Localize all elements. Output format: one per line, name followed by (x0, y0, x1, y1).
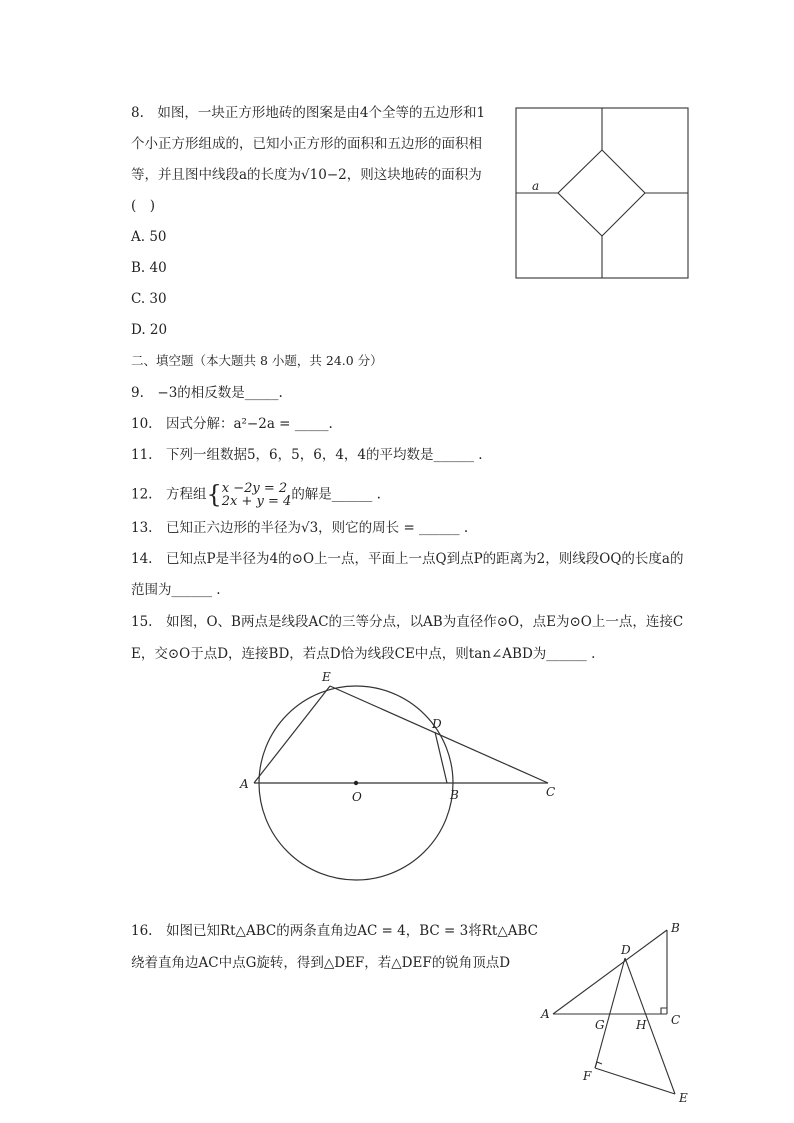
q14-line2: 范围为______ . (131, 582, 221, 598)
q12-prefix: 12. 方程组 (131, 486, 207, 503)
q8-line4: ( ) (131, 198, 156, 214)
q16-label-a: A (541, 1007, 550, 1021)
q15-label-a: A (240, 777, 249, 791)
q15-line2: E，交⊙O于点D，连接BD，若点D恰为线段CE中点，则tan∠ABD为______ . (131, 646, 596, 662)
q15-label-c: C (546, 785, 556, 799)
q15-circle-figure (230, 668, 570, 912)
q8-line3: 等，并且图中线段a的长度为√10−2，则这块地砖的面积为 (131, 167, 482, 183)
q10: 10. 因式分解：a²−2a = _____. (131, 416, 333, 432)
q15-line1: 15. 如图，O、B两点是线段AC的三等分点，以AB为直径作⊙O，点E为⊙O上一点，连接C (131, 614, 684, 630)
q8-segment-a-label: a (532, 179, 540, 193)
q12-brace: { (206, 480, 222, 509)
q14-line1: 14. 已知点P是半径为4的⊙O上一点，平面上一点Q到点P的距离为2，则线段OQ的长度a的 (131, 551, 684, 567)
q16-line2: 绕着直角边AC中点G旋转，得到△DEF，若△DEF的锐角顶点D (131, 955, 511, 971)
section-heading: 二、填空题（本大题共 8 小题，共 24.0 分） (131, 353, 383, 368)
q8-option-b: B. 40 (131, 260, 167, 276)
q15-label-d: D (432, 717, 442, 731)
q15-label-b: B (450, 788, 459, 802)
q8-line2: 个小正方形组成的，已知小正方形的面积和五边形的面积相 (131, 136, 482, 152)
q16-label-b: B (671, 921, 680, 935)
q16-label-f: F (583, 1069, 592, 1083)
q15-label-o: O (352, 790, 362, 804)
q16-label-g: G (595, 1018, 605, 1032)
q15-label-e: E (322, 670, 331, 684)
q16-label-e: E (679, 1091, 688, 1105)
q16-label-d: D (621, 943, 631, 957)
q8-option-d: D. 20 (131, 322, 168, 338)
q16-line1: 16. 如图已知Rt△ABC的两条直角边AC = 4，BC = 3将Rt△ABC (131, 923, 538, 939)
q8-tile-figure (514, 106, 692, 286)
q8-option-a: A. 50 (131, 229, 167, 245)
q13: 13. 已知正六边形的半径为√3，则它的周长 = ______ . (131, 520, 469, 536)
q9: 9. −3的相反数是_____. (131, 385, 283, 401)
q16-label-c: C (671, 1013, 681, 1027)
q12-suffix: 的解是______ . (291, 486, 381, 503)
q12 (131, 482, 381, 508)
q12-eq2: 2x + y = 4 (221, 494, 292, 509)
q16-triangle-figure (535, 918, 695, 1112)
q8-line1: 8. 如图，一块正方形地砖的图案是由4个全等的五边形和1 (131, 105, 486, 121)
q12-eq1: x −2y = 2 (221, 481, 288, 496)
q12-system (222, 482, 292, 508)
q16-label-h: H (636, 1018, 647, 1032)
q11: 11. 下列一组数据5，6，5，6，4，4的平均数是______ . (131, 447, 483, 463)
q8-option-c: C. 30 (131, 291, 167, 307)
